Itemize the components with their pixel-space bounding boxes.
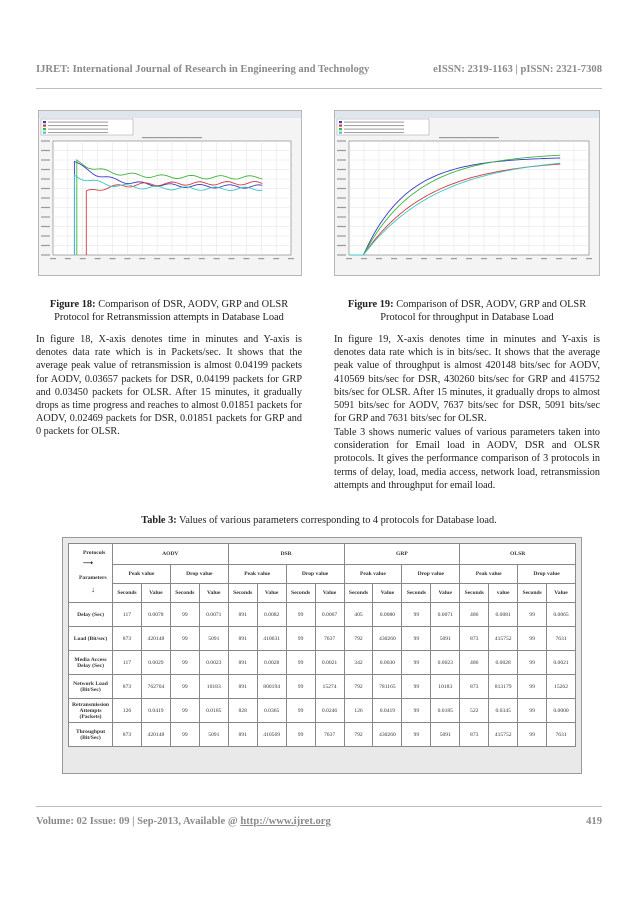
column-header: Seconds [518,584,547,603]
drop-value-header: Drop value [170,565,228,584]
table-cell: 0.0345 [489,699,518,723]
drop-value-header: Drop value [402,565,460,584]
table-row [69,699,576,723]
table-cell: 7631 [547,723,576,747]
y-tick-label [337,159,346,160]
table-cell: 99 [286,603,315,627]
parameter-name: Throughput (Bit/Sec) [69,723,113,747]
table-cell: 342 [344,651,373,675]
x-tick-label [214,258,220,259]
x-tick-label [406,258,412,259]
page-footer [36,816,602,827]
column-header: Value [257,584,286,603]
parameter-name: Network Load (Bit/Sec) [69,675,113,699]
peak-value-header: Peak value [113,565,171,584]
table-3-label: Table 3: [141,515,177,526]
y-tick-label [337,178,346,179]
table-cell: 99 [518,627,547,651]
y-tick-label [41,169,50,170]
legend-text-line [48,132,108,133]
table-cell: 7631 [547,627,576,651]
legend-swatch [43,132,46,134]
x-tick-label [571,258,577,259]
column-header: Value [547,584,576,603]
table-cell: 873 [460,627,489,651]
x-tick-label [586,258,592,259]
table-cell: 0.0021 [547,651,576,675]
x-tick-label [556,258,562,259]
plot-title-line [142,137,202,138]
table-cell: 99 [402,651,431,675]
column-header: value [489,584,518,603]
column-header: Value [431,584,460,603]
table-cell: 762704 [141,675,170,699]
y-tick-label [337,216,346,217]
legend-swatch [339,125,342,127]
x-tick-label [154,258,160,259]
figure-18-caption-text: Comparison of DSR, AODV, GRP and OLSR Protocol for Retransmission attempts in Database Load [54,299,289,323]
header-rule [36,88,602,89]
y-tick-label [41,140,50,141]
table-cell: 5091 [431,627,460,651]
table-cell: 486 [460,603,489,627]
table-cell: 0.0028 [489,651,518,675]
table-cell: 410569 [257,723,286,747]
table-cell: 0.0023 [199,651,228,675]
x-tick-label [346,258,352,259]
figure-19-image [334,110,600,276]
legend-swatch [339,128,342,130]
x-tick-label [65,258,71,259]
table-cell: 0.0071 [431,603,460,627]
table-cell: 0.0185 [199,699,228,723]
table-cell: 0.0078 [141,603,170,627]
legend-text-line [48,122,108,123]
table-cell: 873 [460,675,489,699]
footer-rule [36,806,602,807]
protocol-header-dsr: DSR [228,544,344,565]
table-cell: 99 [518,651,547,675]
table-cell: 99 [518,675,547,699]
y-tick-label [41,188,50,189]
legend-swatch [339,132,342,134]
table-cell: 99 [170,627,199,651]
right-arrow-icon: ⟶ [83,559,94,567]
table-cell: 0.0071 [199,603,228,627]
table-subheader-row [69,565,576,584]
table-cell: 0.0082 [257,603,286,627]
y-tick-label [337,226,346,227]
legend-swatch [43,128,46,130]
table-cell: 405 [344,603,373,627]
table-cell: 0.0419 [373,699,402,723]
table-cell: 0.0419 [141,699,170,723]
y-tick-label [41,235,50,236]
x-tick-label [376,258,382,259]
table-cell: 99 [402,723,431,747]
table-cell: 99 [402,675,431,699]
table-cell: 99 [402,627,431,651]
y-tick-label [41,207,50,208]
y-tick-label [337,235,346,236]
column-header: Seconds [402,584,431,603]
drop-value-header: Drop value [518,565,576,584]
table-3-caption-text: Values of various parameters corresponding to 4 protocols for Database load. [179,515,497,526]
table-cell: 0.0185 [431,699,460,723]
x-tick-label [496,258,502,259]
x-tick-label [511,258,517,259]
table-row [69,603,576,627]
table-cell: 99 [402,699,431,723]
legend-text-line [344,132,404,133]
page-header [36,64,602,75]
table-corner [69,544,113,603]
y-tick-label [41,197,50,198]
x-tick-label [124,258,130,259]
x-tick-label [243,258,249,259]
y-tick-label [337,207,346,208]
x-tick-label [391,258,397,259]
column-header: Value [199,584,228,603]
table-cell: 522 [460,699,489,723]
window-titlebar [335,111,599,118]
figure-18-plot [39,111,301,275]
x-tick-label [466,258,472,259]
table-cell: 792 [344,675,373,699]
table-cell: 99 [170,675,199,699]
x-tick-label [451,258,457,259]
column-header: Seconds [113,584,142,603]
legend-text-line [48,129,108,130]
table-cell: 792 [344,723,373,747]
table-cell: 99 [518,699,547,723]
x-tick-label [421,258,427,259]
page-number: 419 [586,816,602,827]
table-cell: 99 [170,603,199,627]
table-cell: 873 [113,723,142,747]
table-column-row [69,584,576,603]
y-tick-label [41,245,50,246]
figure-18-label: Figure 18: [49,299,96,310]
table-cell: 873 [113,675,142,699]
x-tick-label [481,258,487,259]
table-cell: 891 [228,651,257,675]
figure-18-image [38,110,302,276]
table-cell: 99 [286,699,315,723]
protocol-header-grp: GRP [344,544,460,565]
table-cell: 486 [460,651,489,675]
protocol-header-olsr: OLSR [460,544,576,565]
table-cell: 5091 [431,723,460,747]
table-cell: 873 [113,627,142,651]
parameter-name: Delay (Sec) [69,603,113,627]
table-cell: 99 [402,603,431,627]
x-tick-label [273,258,279,259]
table-cell: 0.0067 [315,603,344,627]
table-cell: 430260 [373,723,402,747]
plot-title-line [439,137,499,138]
table-cell: 99 [170,723,199,747]
protocol-header-aodv: AODV [113,544,229,565]
x-tick-label [229,258,235,259]
table-cell: 420148 [141,723,170,747]
legend-text-line [344,122,404,123]
x-tick-label [110,258,116,259]
x-tick-label [80,258,86,259]
figure-19-label: Figure 19: [347,299,394,310]
table-cell: 415752 [489,723,518,747]
x-tick-label [288,258,294,259]
table-intro-paragraph: Table 3 shows numeric values of various parameters taken into consideration for Email load in AODV, DSR and OLSR protocols. It gives the performance comparison of 3 protocols in terms of delay, load, media access, network load, retransmission attempts and throughput for email load. [334,427,600,491]
y-tick-label [41,178,50,179]
parameter-name: Load (Bit/sec) [69,627,113,651]
table-cell: 891 [228,723,257,747]
legend-text-line [344,129,404,130]
table-3-image [62,537,582,774]
x-tick-label [436,258,442,259]
table-cell: 7637 [315,627,344,651]
legend-text-line [344,125,404,126]
x-tick-label [258,258,264,259]
y-tick-label [337,169,346,170]
table-cell: 828 [228,699,257,723]
window-titlebar [39,111,301,118]
table-row [69,627,576,651]
table-cell: 117 [113,603,142,627]
table-cell: 430260 [373,627,402,651]
x-tick-label [361,258,367,259]
table-cell: 5091 [199,627,228,651]
table-cell: 781165 [373,675,402,699]
y-tick-label [41,254,50,255]
table-cell: 5091 [199,723,228,747]
table-cell: 126 [344,699,373,723]
table-cell: 0.0246 [315,699,344,723]
table-cell: 873 [460,723,489,747]
table-cell: 0.0023 [431,651,460,675]
y-tick-label [41,150,50,151]
table-cell: 99 [518,723,547,747]
corner-parameters-label: Parameters [79,575,107,581]
table-cell: 7637 [315,723,344,747]
drop-value-header: Drop value [286,565,344,584]
y-tick-label [337,188,346,189]
x-tick-label [95,258,101,259]
table-cell: 0.0080 [373,603,402,627]
journal-title: IJRET: International Journal of Research in Engineering and Technology [36,64,370,75]
x-tick-label [526,258,532,259]
table-cell: 0.0081 [489,603,518,627]
table-cell: 10183 [199,675,228,699]
column-header: Value [315,584,344,603]
values-table [68,543,576,747]
table-row [69,675,576,699]
parameter-name: Retransmission Attempts (Packets) [69,699,113,723]
corner-protocols-label: Protocols [83,550,106,556]
x-tick-label [139,258,145,259]
figure-18-caption [36,298,302,324]
table-cell: 10183 [431,675,460,699]
table-cell: 813179 [489,675,518,699]
figure-19-caption-text: Comparison of DSR, AODV, GRP and OLSR Protocol for throughput in Database Load [380,299,587,323]
table-cell: 891 [228,675,257,699]
table-cell: 891 [228,627,257,651]
footer-link[interactable]: http://www.ijret.org [240,816,331,827]
y-tick-label [41,226,50,227]
y-tick-label [337,254,346,255]
y-tick-label [41,216,50,217]
peak-value-header: Peak value [344,565,402,584]
table-cell: 0.0028 [257,651,286,675]
table-cell: 891 [228,603,257,627]
legend-text-line [48,125,108,126]
figure-19-caption [336,298,598,324]
legend-swatch [43,121,46,123]
x-tick-label [199,258,205,259]
column-header: Seconds [344,584,373,603]
y-tick-label [337,140,346,141]
table-3-caption [36,515,602,526]
table-cell: 0.0365 [257,699,286,723]
parameter-name: Media Access Delay (Sec) [69,651,113,675]
x-tick-label [541,258,547,259]
footer-volume: Volume: 02 Issue: 09 | Sep-2013, Available @ [36,816,238,827]
figure-18-paragraph: In figure 18, X-axis denotes time in minutes and Y-axis is denotes data rate which is in Packets/sec. It shows that the average peak value of retransmission is almost 0.04199 packets for AODV, 0.03657 packets for DSR, 0.04199 packets for GRP and 0.03450 packets for OLSR. After 15 minutes, it gradually drops as time progress and reaches to almost 0.01851 packets for AODV, 0.02469 packets for DSR, 0.01851 packets for GRP and 0 packets for OLSR. [36,334,302,438]
table-cell: 415752 [489,627,518,651]
column-header: Seconds [228,584,257,603]
column-header: Seconds [286,584,315,603]
legend-swatch [339,121,342,123]
table-cell: 410631 [257,627,286,651]
x-tick-label [169,258,175,259]
figure-19-paragraph: In figure 19, X-axis denotes time in minutes and Y-axis is denotes data rate which is in bits/sec. It shows that the average peak value of throughput is almost 420148 bits/sec for AODV, 410569 bits/sec for DSR, 430260 bits/sec for GRP and 415752 bits/sec for OLSR. After 15 minutes, it gradually drops to almost 5091 bits/sec for AODV, 7637 bits/sec for DSR, 5091 bits/sec for GRP and 7631 bits/sec for OLSR. [334,334,600,425]
table-cell: 99 [170,699,199,723]
issn-info: eISSN: 2319-1163 | pISSN: 2321-7308 [433,64,602,75]
x-tick-label [50,258,56,259]
peak-value-header: Peak value [228,565,286,584]
table-cell: 99 [286,627,315,651]
table-cell: 420148 [141,627,170,651]
table-cell: 99 [286,723,315,747]
table-cell: 792 [344,627,373,651]
table-cell: 99 [286,675,315,699]
legend-swatch [43,125,46,127]
y-tick-label [337,245,346,246]
table-cell: 15274 [315,675,344,699]
x-tick-label [184,258,190,259]
table-cell: 0.0021 [315,651,344,675]
table-cell: 0.0029 [141,651,170,675]
table-cell: 126 [113,699,142,723]
column-header: Seconds [170,584,199,603]
peak-value-header: Peak value [460,565,518,584]
y-tick-label [41,159,50,160]
table-cell: 99 [286,651,315,675]
y-tick-label [337,197,346,198]
table-cell: 99 [170,651,199,675]
column-header: Value [373,584,402,603]
column-header: Seconds [460,584,489,603]
table-cell: 99 [518,603,547,627]
column-header: Value [141,584,170,603]
figure-19-plot [335,111,599,275]
down-arrow-icon: ↓ [91,585,95,594]
table-cell: 15262 [547,675,576,699]
table-cell: 0.0065 [547,603,576,627]
table-row [69,651,576,675]
table-cell: 0.0030 [373,651,402,675]
table-row [69,723,576,747]
table-cell: 0.0000 [547,699,576,723]
table-cell: 800194 [257,675,286,699]
table-cell: 117 [113,651,142,675]
y-tick-label [337,150,346,151]
